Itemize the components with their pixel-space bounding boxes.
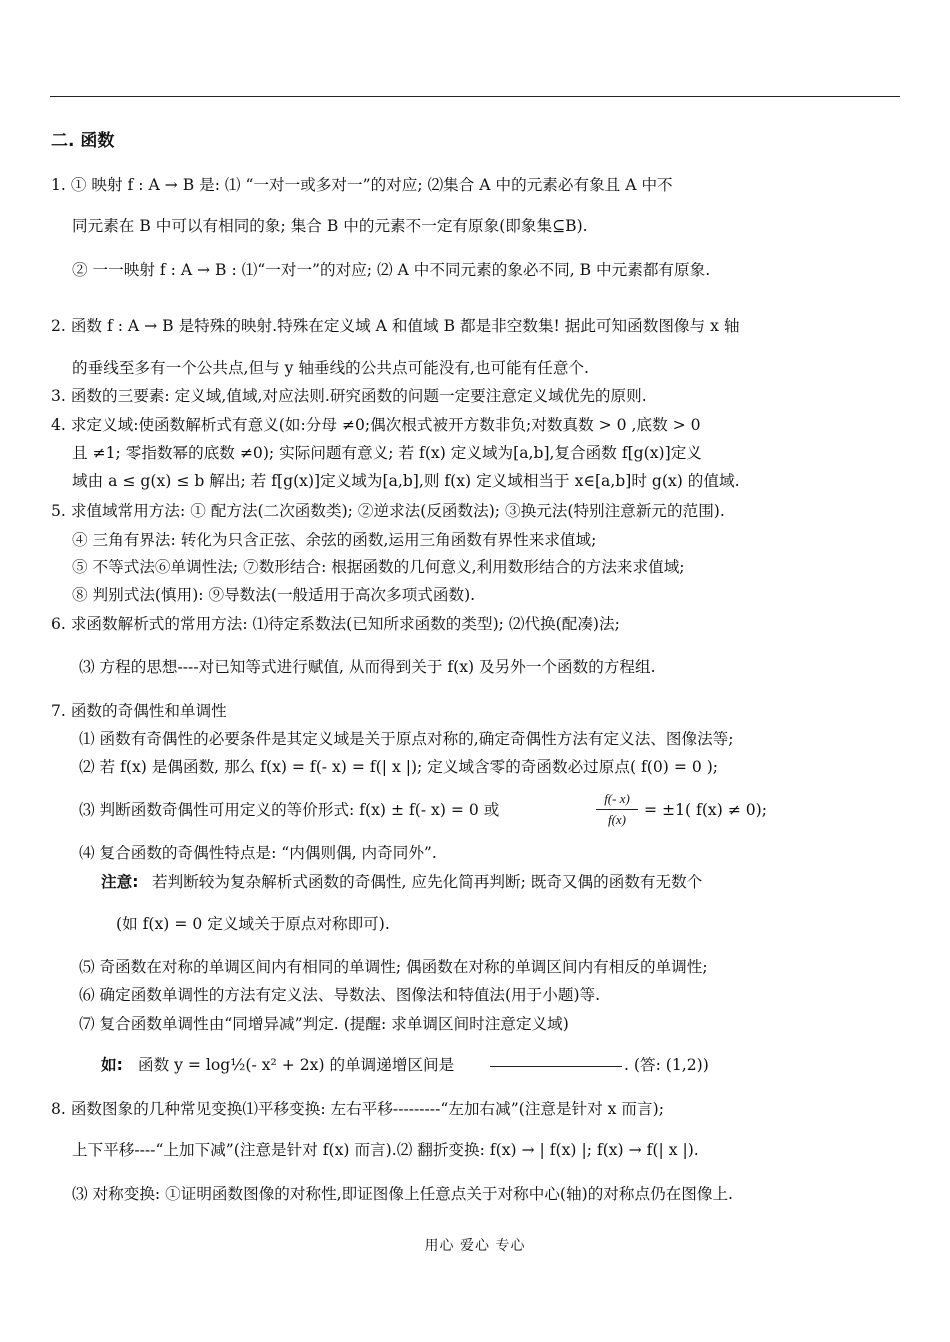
note-label: 注意: — [101, 873, 139, 891]
line-23: ⑸ 奇函数在对称的单调区间内有相同的单调性; 偶函数在对称的单调区间内有相反的单调性; — [79, 958, 708, 976]
header-rule — [50, 96, 900, 97]
line-6: 3. 函数的三要素: 定义域,值域,对应法则.研究函数的问题一定要注意定义域优先的原则. — [51, 387, 647, 405]
line-21: 若判断较为复杂解析式函数的奇偶性, 应先化简再判断; 既奇又偶的函数有无数个 — [152, 873, 703, 891]
line-29: ⑶ 对称变换: ①证明函数图像的对称性,即证图像上任意点关于对称中心(轴)的对称点仍在图像上. — [72, 1185, 733, 1203]
line-28: 上下平移----“上加下减”(注意是针对 f(x) 而言).⑵ 翻折变换: f(x) → | f(x) |; f(x) → f(| x |). — [72, 1141, 699, 1159]
line-16: 7. 函数的奇偶性和单调性 — [51, 702, 227, 720]
line-25: ⑺ 复合函数单调性由“同增异减”判定. (提醒: 求单调区间时注意定义域) — [79, 1015, 569, 1033]
line-2: 同元素在 B 中可以有相同的象; 集合 B 中的元素不一定有原象(即象集⊆B). — [72, 217, 588, 235]
line-22: (如 f(x) = 0 定义域关于原点对称即可). — [116, 915, 390, 933]
line-5: 的垂线至多有一个公共点,但与 y 轴垂线的公共点可能没有,也可能有任意个. — [72, 359, 590, 377]
page-footer: 用心 爱心 专心 — [424, 1238, 526, 1254]
line-10: 5. 求值域常用方法: ① 配方法(二次函数类); ②逆求法(反函数法); ③换元法(特别注意新元的范围). — [51, 502, 725, 520]
line-7: 4. 求定义域:使函数解析式有意义(如:分母 ≠0;偶次根式被开方数非负;对数真数 > 0 ,底数 > 0 — [51, 416, 701, 434]
line-9: 域由 a ≤ g(x) ≤ b 解出; 若 f[g(x)]定义域为[a,b],则 f(x) 定义域相当于 x∈[a,b]时 g(x) 的值域. — [72, 472, 740, 490]
line-19: ⑶ 判断函数奇偶性可用定义的等价形式: f(x) ± f(- x) = 0 或 — [79, 801, 500, 819]
line-11: ④ 三角有界法: 转化为只含正弦、余弦的函数,运用三角函数有界性来求值域; — [72, 531, 597, 549]
line-19-tail: = ±1( f(x) ≠ 0); — [644, 801, 768, 819]
line-12: ⑤ 不等式法⑥单调性法; ⑦数形结合: 根据函数的几何意义,利用数形结合的方法来求值域; — [72, 558, 685, 576]
line-3: ② 一一映射 f : A → B : ⑴“一对一”的对应; ⑵ A 中不同元素的象必不同, B 中元素都有原象. — [72, 261, 711, 279]
line-27: 8. 函数图象的几种常见变换⑴平移变换: 左右平移---------“左加右减”(注意是针对 x 而言); — [51, 1100, 664, 1118]
line-1: 1. ① 映射 f : A → B 是: ⑴ “一对一或多对一”的对应; ⑵集合 A 中的元素必有象且 A 中不 — [51, 176, 673, 194]
section-title: 二. 函数 — [51, 131, 115, 151]
fraction-numerator: f(- x) — [596, 791, 638, 810]
answer-blank — [490, 1066, 622, 1067]
line-17: ⑴ 函数有奇偶性的必要条件是其定义域是关于原点对称的,确定奇偶性方法有定义法、图像法等; — [79, 730, 734, 748]
line-8: 且 ≠1; 零指数幂的底数 ≠0); 实际问题有意义; 若 f(x) 定义域为[a,b],复合函数 f[g(x)]定义 — [72, 444, 702, 462]
line-14: 6. 求函数解析式的常用方法: ⑴待定系数法(已知所求函数的类型); ⑵代换(配凑)法; — [51, 615, 620, 633]
line-26-answer: . (答: (1,2)) — [624, 1056, 709, 1074]
line-15: ⑶ 方程的思想----对已知等式进行赋值, 从而得到关于 f(x) 及另外一个函数的方程组. — [79, 658, 656, 676]
line-18: ⑵ 若 f(x) 是偶函数, 那么 f(x) = f(- x) = f(| x |); 定义域含零的奇函数必过原点( f(0) = 0 ); — [79, 758, 719, 776]
line-26: 函数 y = log½(- x² + 2x) 的单调递增区间是 — [138, 1056, 455, 1074]
line-20: ⑷ 复合函数的奇偶性特点是: “内偶则偶, 内奇同外”. — [79, 844, 437, 862]
line-4: 2. 函数 f : A → B 是特殊的映射.特殊在定义域 A 和值域 B 都是非空数集! 据此可知函数图像与 x 轴 — [51, 317, 740, 335]
fraction-denominator: f(x) — [607, 812, 627, 827]
parity-fraction — [596, 791, 638, 828]
line-13: ⑧ 判别式法(慎用): ⑨导数法(一般适用于高次多项式函数). — [72, 586, 476, 604]
example-label: 如: — [101, 1056, 123, 1074]
line-24: ⑹ 确定函数单调性的方法有定义法、导数法、图像法和特值法(用于小题)等. — [79, 986, 601, 1004]
